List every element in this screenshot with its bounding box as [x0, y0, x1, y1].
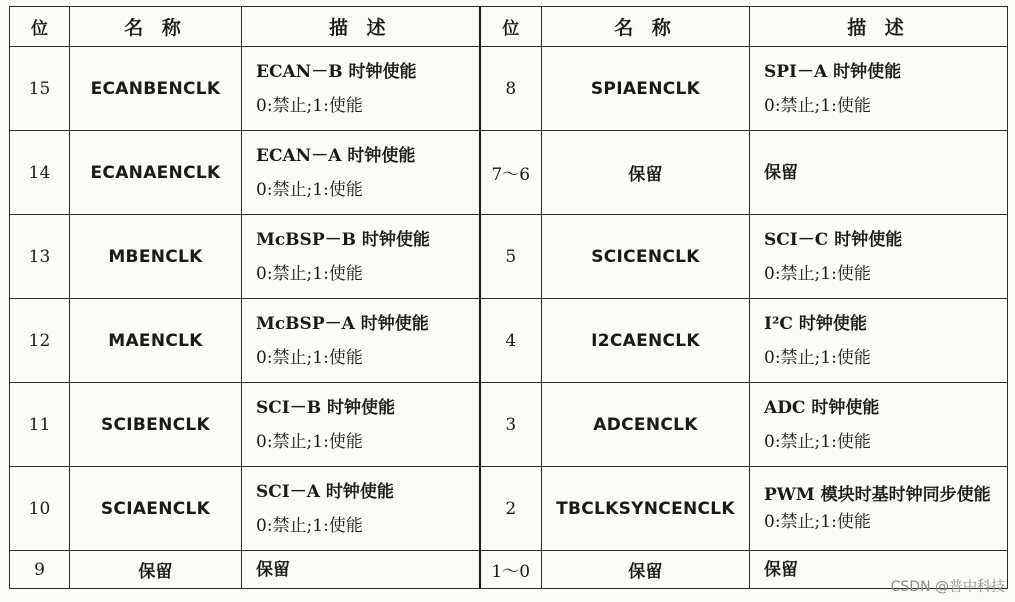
header-name-left: 名 称: [70, 7, 242, 47]
description-values: 0:禁止;1:使能: [764, 511, 871, 532]
header-name-right: 名 称: [542, 7, 750, 47]
register-name-cell: 保留: [542, 551, 750, 589]
description-title: SCI－A 时钟使能: [256, 481, 394, 502]
register-name-cell: SPIAENCLK: [542, 47, 750, 131]
table-row: [10, 383, 1008, 467]
bit-cell: 14: [10, 131, 70, 215]
description-cell: [242, 131, 480, 215]
description-title: PWM 模块时基时钟同步使能: [764, 484, 991, 505]
description-cell: [750, 215, 1008, 299]
bit-cell: 15: [10, 47, 70, 131]
description-cell: [750, 467, 1008, 551]
bit-cell: 1～0: [480, 551, 542, 589]
register-name-cell: 保留: [542, 131, 750, 215]
table-row: [10, 551, 1008, 589]
description-cell: [242, 215, 480, 299]
bit-cell: 2: [480, 467, 542, 551]
description-values: 0:禁止;1:使能: [764, 347, 871, 368]
bit-cell: 5: [480, 215, 542, 299]
bit-cell: 3: [480, 383, 542, 467]
description-values: 0:禁止;1:使能: [256, 263, 363, 284]
description-title: SCI－C 时钟使能: [764, 229, 903, 250]
source-watermark: CSDN @普中科技: [890, 579, 1005, 595]
table-row: [10, 467, 1008, 551]
register-name-cell: SCICENCLK: [542, 215, 750, 299]
header-desc-left: 描 述: [242, 7, 480, 47]
bit-cell: 7～6: [480, 131, 542, 215]
description-cell: [750, 299, 1008, 383]
header-bit-right: 位: [480, 7, 542, 47]
description-title: SCI－B 时钟使能: [256, 397, 396, 418]
description-cell: [750, 47, 1008, 131]
description-title: McBSP－B 时钟使能: [256, 229, 430, 250]
register-name-cell: ADCENCLK: [542, 383, 750, 467]
register-name-cell: TBCLKSYNCENCLK: [542, 467, 750, 551]
description-cell: [242, 467, 480, 551]
description-cell: [242, 47, 480, 131]
description-cell: [242, 299, 480, 383]
register-name-cell: MAENCLK: [70, 299, 242, 383]
bit-cell: 12: [10, 299, 70, 383]
bit-cell: 8: [480, 47, 542, 131]
description-title: SPI－A 时钟使能: [764, 61, 902, 82]
bit-cell: 4: [480, 299, 542, 383]
description-title: ECAN－B 时钟使能: [256, 61, 417, 82]
bit-cell: 10: [10, 467, 70, 551]
description-values: 0:禁止;1:使能: [256, 347, 363, 368]
table-row: [10, 47, 1008, 131]
description-title: ADC 时钟使能: [764, 397, 880, 418]
register-name-cell: ECANAENCLK: [70, 131, 242, 215]
table-row: [10, 299, 1008, 383]
description-values: 0:禁止;1:使能: [764, 95, 871, 116]
register-name-cell: SCIBENCLK: [70, 383, 242, 467]
header-desc-right: 描 述: [750, 7, 1008, 47]
description-values: 0:禁止;1:使能: [764, 431, 871, 452]
description-title: I²C 时钟使能: [764, 313, 867, 334]
register-name-cell: 保留: [70, 551, 242, 589]
header-bit-left: 位: [10, 7, 70, 47]
table-row: [10, 215, 1008, 299]
bit-cell: 13: [10, 215, 70, 299]
description-values: 0:禁止;1:使能: [764, 263, 871, 284]
description-cell: 保留: [242, 551, 480, 589]
description-values: 0:禁止;1:使能: [256, 95, 363, 116]
description-values: 0:禁止;1:使能: [256, 179, 363, 200]
register-name-cell: ECANBENCLK: [70, 47, 242, 131]
bit-cell: 9: [10, 551, 70, 589]
register-name-cell: SCIAENCLK: [70, 467, 242, 551]
bit-cell: 11: [10, 383, 70, 467]
table-header-row: [10, 7, 1008, 47]
description-values: 0:禁止;1:使能: [256, 431, 363, 452]
description-values: 0:禁止;1:使能: [256, 515, 363, 536]
description-cell: [242, 383, 480, 467]
description-title: McBSP－A 时钟使能: [256, 313, 429, 334]
description-title: ECAN－A 时钟使能: [256, 145, 416, 166]
table-row: [10, 131, 1008, 215]
register-bit-table: [9, 6, 1008, 589]
description-cell: [750, 383, 1008, 467]
description-cell: 保留: [750, 551, 1008, 589]
register-name-cell: I2CAENCLK: [542, 299, 750, 383]
description-cell: 保留: [750, 131, 1008, 215]
register-name-cell: MBENCLK: [70, 215, 242, 299]
